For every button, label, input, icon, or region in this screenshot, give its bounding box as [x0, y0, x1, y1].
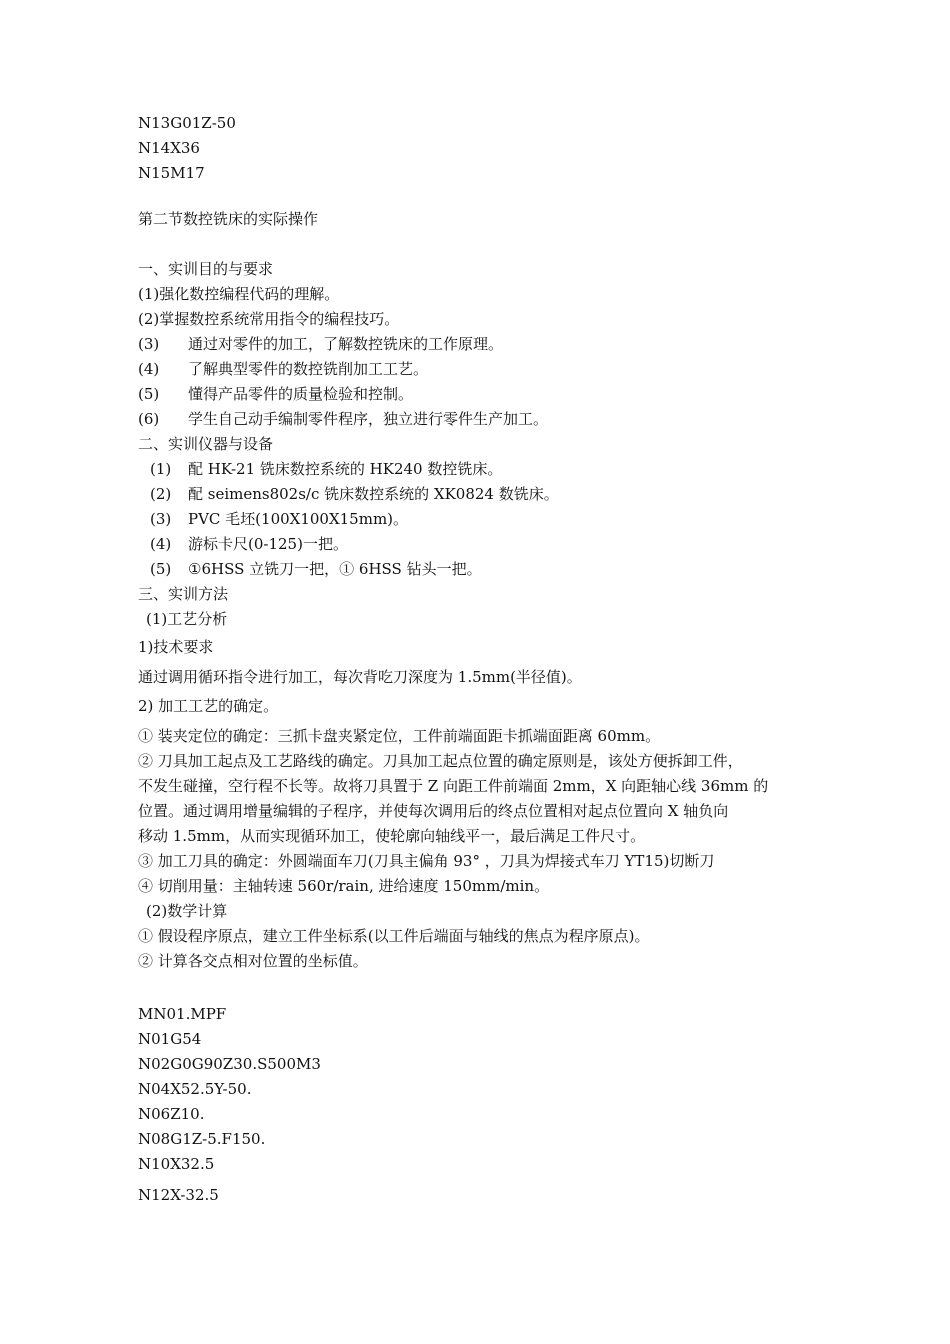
program-line: MN01.MPF [138, 1005, 227, 1023]
item-text: 通过对零件的加工，了解数控铣床的工作原理。 [188, 335, 504, 353]
item-number: (1) [150, 460, 172, 478]
program-line: N15M17 [138, 164, 205, 182]
item-number: (4) [138, 360, 160, 378]
item-number: (6) [138, 410, 160, 428]
paragraph-line: ① 装夹定位的确定：三抓卡盘夹紧定位，工件前端面距卡抓端面距离 60mm。 [138, 727, 661, 745]
item-text: PVC 毛坯(100X100X15mm)。 [188, 510, 409, 528]
section-title: 第二节数控铣床的实际操作 [138, 210, 319, 228]
program-line: N08G1Z-5.F150. [138, 1130, 266, 1148]
list-item [138, 384, 413, 404]
subheading: 1)技术要求 [138, 638, 214, 656]
item-number: (5) [150, 560, 172, 578]
list-item: (2)掌握数控系统常用指令的编程技巧。 [138, 310, 400, 328]
item-number: (3) [138, 335, 160, 353]
paragraph: 通过调用循环指令进行加工，每次背吃刀深度为 1.5mm(半径值)。 [138, 668, 582, 686]
paragraph-line: 移动 1.5mm，从而实现循环加工，使轮廓向轴线平一，最后满足工件尺寸。 [138, 827, 646, 845]
item-text: 学生自己动手编制零件程序，独立进行零件生产加工。 [188, 410, 549, 428]
item-text: 配 HK-21 铣床数控系统的 HK240 数控铣床。 [188, 460, 503, 478]
item-text: ①6HSS 立铣刀一把，① 6HSS 钻头一把。 [188, 560, 482, 578]
program-line: N04X52.5Y-50. [138, 1080, 252, 1098]
heading-part1: 一、实训目的与要求 [138, 260, 274, 278]
list-item [138, 409, 548, 429]
item-number: (3) [150, 510, 172, 528]
item-text: 了解典型零件的数控铣削加工工艺。 [188, 360, 429, 378]
paragraph-line: ④ 切削用量：主轴转速 560r/rain, 进给速度 150mm/min。 [138, 877, 550, 895]
item-text: 游标卡尺(0-125)一把。 [188, 535, 348, 553]
heading-part3: 三、实训方法 [138, 585, 229, 603]
heading-part2: 二、实训仪器与设备 [138, 435, 274, 453]
list-item [150, 509, 408, 529]
program-line: N13G01Z-50 [138, 114, 236, 132]
list-item [150, 459, 502, 479]
item-text: 懂得产品零件的质量检验和控制。 [188, 385, 414, 403]
paragraph-line: ③ 加工刀具的确定：外圆端面车刀(刀具主偏角 93° ，刀具为焊接式车刀 YT15)切断刀 [138, 852, 715, 870]
item-number: (2) [150, 485, 172, 503]
program-line: N10X32.5 [138, 1155, 215, 1173]
paragraph-line: ② 计算各交点相对位置的坐标值。 [138, 952, 368, 970]
paragraph-line: ① 假设程序原点，建立工件坐标系(以工件后端面与轴线的焦点为程序原点)。 [138, 927, 650, 945]
program-line: N14X36 [138, 139, 200, 157]
list-item: (1)强化数控编程代码的理解。 [138, 285, 340, 303]
list-item [138, 334, 503, 354]
paragraph-line: 不发生碰撞，空行程不长等。故将刀具置于 Z 向距工件前端面 2mm，X 向距轴心线 36mm 的 [138, 777, 769, 795]
program-line: N06Z10. [138, 1105, 205, 1123]
subheading: (1)工艺分析 [146, 610, 228, 628]
item-number: (5) [138, 385, 160, 403]
item-number: (4) [150, 535, 172, 553]
subheading: 2) 加工工艺的确定。 [138, 697, 279, 715]
program-line: N01G54 [138, 1030, 202, 1048]
list-item [150, 534, 348, 554]
program-line: N12X-32.5 [138, 1186, 219, 1204]
list-item [150, 484, 559, 504]
program-line: N02G0G90Z30.S500M3 [138, 1055, 321, 1073]
list-item [138, 359, 428, 379]
item-text: 配 seimens802s/c 铣床数控系统的 XK0824 数铣床。 [188, 485, 559, 503]
subheading: (2)数学计算 [146, 902, 228, 920]
list-item [150, 559, 482, 579]
paragraph-line: ② 刀具加工起点及工艺路线的确定。刀具加工起点位置的确定原则是，该处方便拆卸工件， [138, 752, 743, 770]
paragraph-line: 位置。通过调用增量编辑的子程序，并使每次调用后的终点位置相对起点位置向 X 轴负向 [138, 802, 729, 820]
